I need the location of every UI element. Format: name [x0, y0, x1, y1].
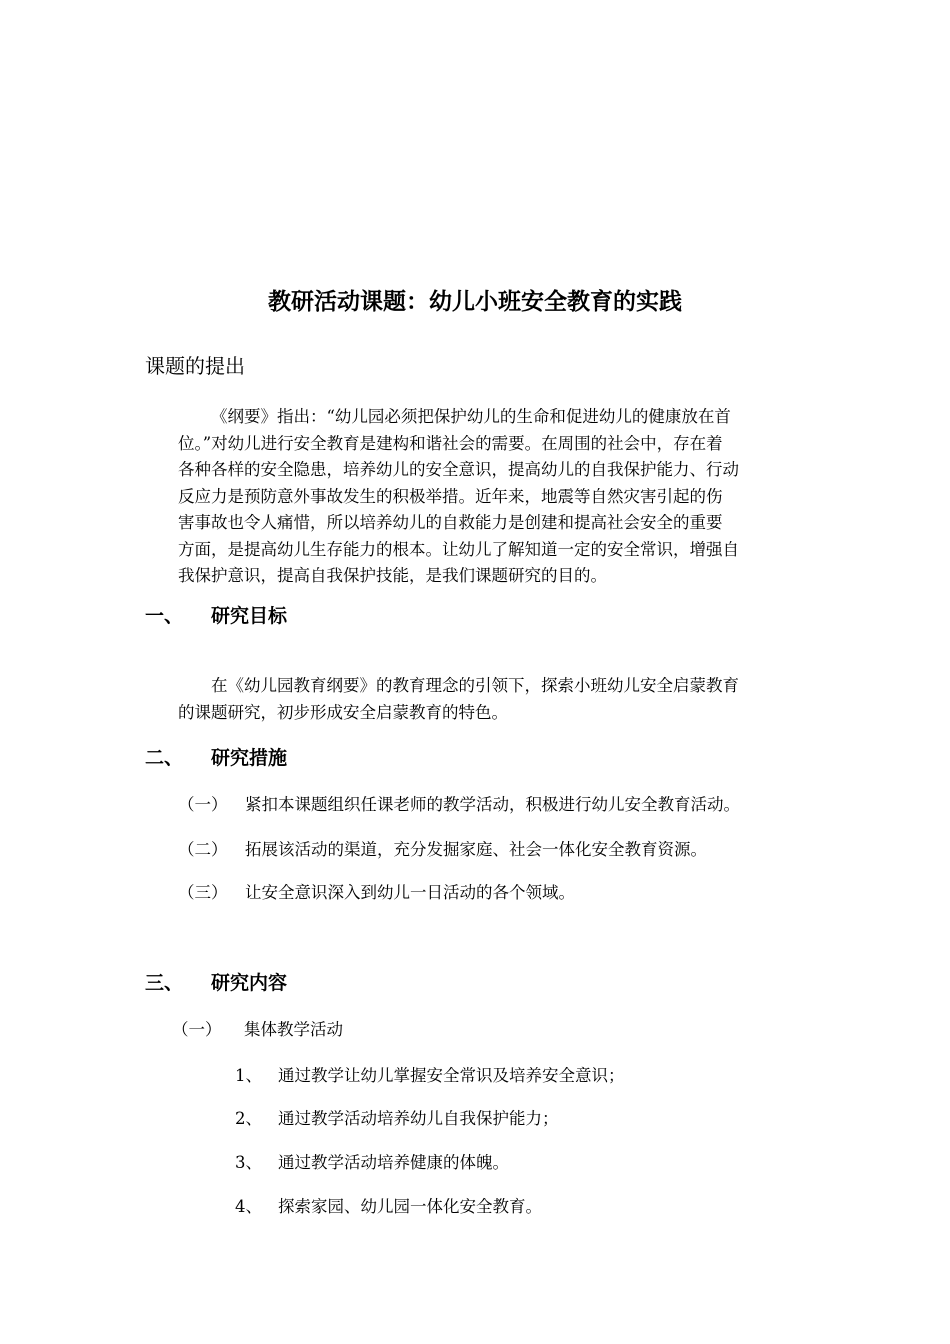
section2-heading	[145, 743, 445, 773]
intro-line: 反应力是预防意外事故发生的积极举措。近年来，地震等自然灾害引起的伤	[178, 486, 723, 506]
measure-item	[178, 837, 818, 863]
measure-number: （二）	[178, 840, 228, 859]
section2-number: 二、	[145, 747, 184, 769]
list-item-number: 3、	[235, 1153, 262, 1172]
section1-heading	[145, 601, 445, 631]
content-list-item	[235, 1063, 795, 1089]
document-title: 教研活动课题：幼儿小班安全教育的实践	[268, 289, 682, 315]
content-list-item	[235, 1150, 795, 1176]
intro-heading: 课题的提出	[145, 354, 245, 378]
list-item-number: 1、	[235, 1066, 262, 1085]
measure-number: （一）	[178, 795, 228, 814]
content-list-item	[235, 1106, 795, 1132]
list-item-number: 2、	[235, 1109, 262, 1128]
section1-title: 研究目标	[211, 605, 288, 627]
intro-line: 方面，是提高幼儿生存能力的根本。让幼儿了解知道一定的安全常识，增强自	[178, 539, 739, 559]
list-item-text: 通过教学让幼儿掌握安全常识及培养安全意识；	[278, 1066, 625, 1085]
subsection-number: （一）	[172, 1020, 222, 1039]
section3-title: 研究内容	[211, 972, 288, 994]
intro-line: 《纲要》指出：“幼儿园必须把保护幼儿的生命和促进幼儿的健康放在首	[211, 407, 731, 426]
intro-line: 我保护意识，提高自我保护技能，是我们课题研究的目的。	[178, 566, 607, 585]
section1-paragraph	[178, 673, 808, 726]
content-subsection	[172, 1017, 572, 1043]
section1-line: 在《幼儿园教育纲要》的教育理念的引领下，探索小班幼儿安全启蒙教育	[211, 676, 739, 695]
list-item-text: 探索家园、幼儿园一体化安全教育。	[278, 1197, 542, 1216]
intro-paragraph	[178, 404, 808, 590]
subsection-title: 集体教学活动	[244, 1020, 343, 1039]
list-item-text: 通过教学活动培养健康的体魄。	[278, 1153, 509, 1172]
measure-item	[178, 880, 818, 906]
content-list-item	[235, 1194, 795, 1220]
list-item-number: 4、	[235, 1197, 262, 1216]
measure-text: 紧扣本课题组织任课老师的教学活动，积极进行幼儿安全教育活动。	[245, 795, 740, 814]
section3-number: 三、	[145, 972, 184, 994]
measure-item	[178, 792, 818, 818]
section1-number: 一、	[145, 605, 184, 627]
measure-number: （三）	[178, 883, 228, 902]
intro-line: 位。”对幼儿进行安全教育是建构和谐社会的需要。在周围的社会中，存在着	[178, 433, 723, 453]
measure-text: 让安全意识深入到幼儿一日活动的各个领域。	[245, 883, 575, 902]
intro-line: 各种各样的安全隐患，培养幼儿的安全意识，提高幼儿的自我保护能力、行动	[178, 460, 739, 479]
intro-line: 害事故也令人痛惜，所以培养幼儿的自救能力是创建和提高社会安全的重要	[178, 513, 723, 532]
list-item-text: 通过教学活动培养幼儿自我保护能力；	[278, 1109, 559, 1128]
measure-text: 拓展该活动的渠道，充分发掘家庭、社会一体化安全教育资源。	[245, 840, 707, 859]
section2-title: 研究措施	[211, 747, 288, 769]
section3-heading	[145, 968, 445, 998]
section1-line: 的课题研究，初步形成安全启蒙教育的特色。	[178, 702, 508, 722]
